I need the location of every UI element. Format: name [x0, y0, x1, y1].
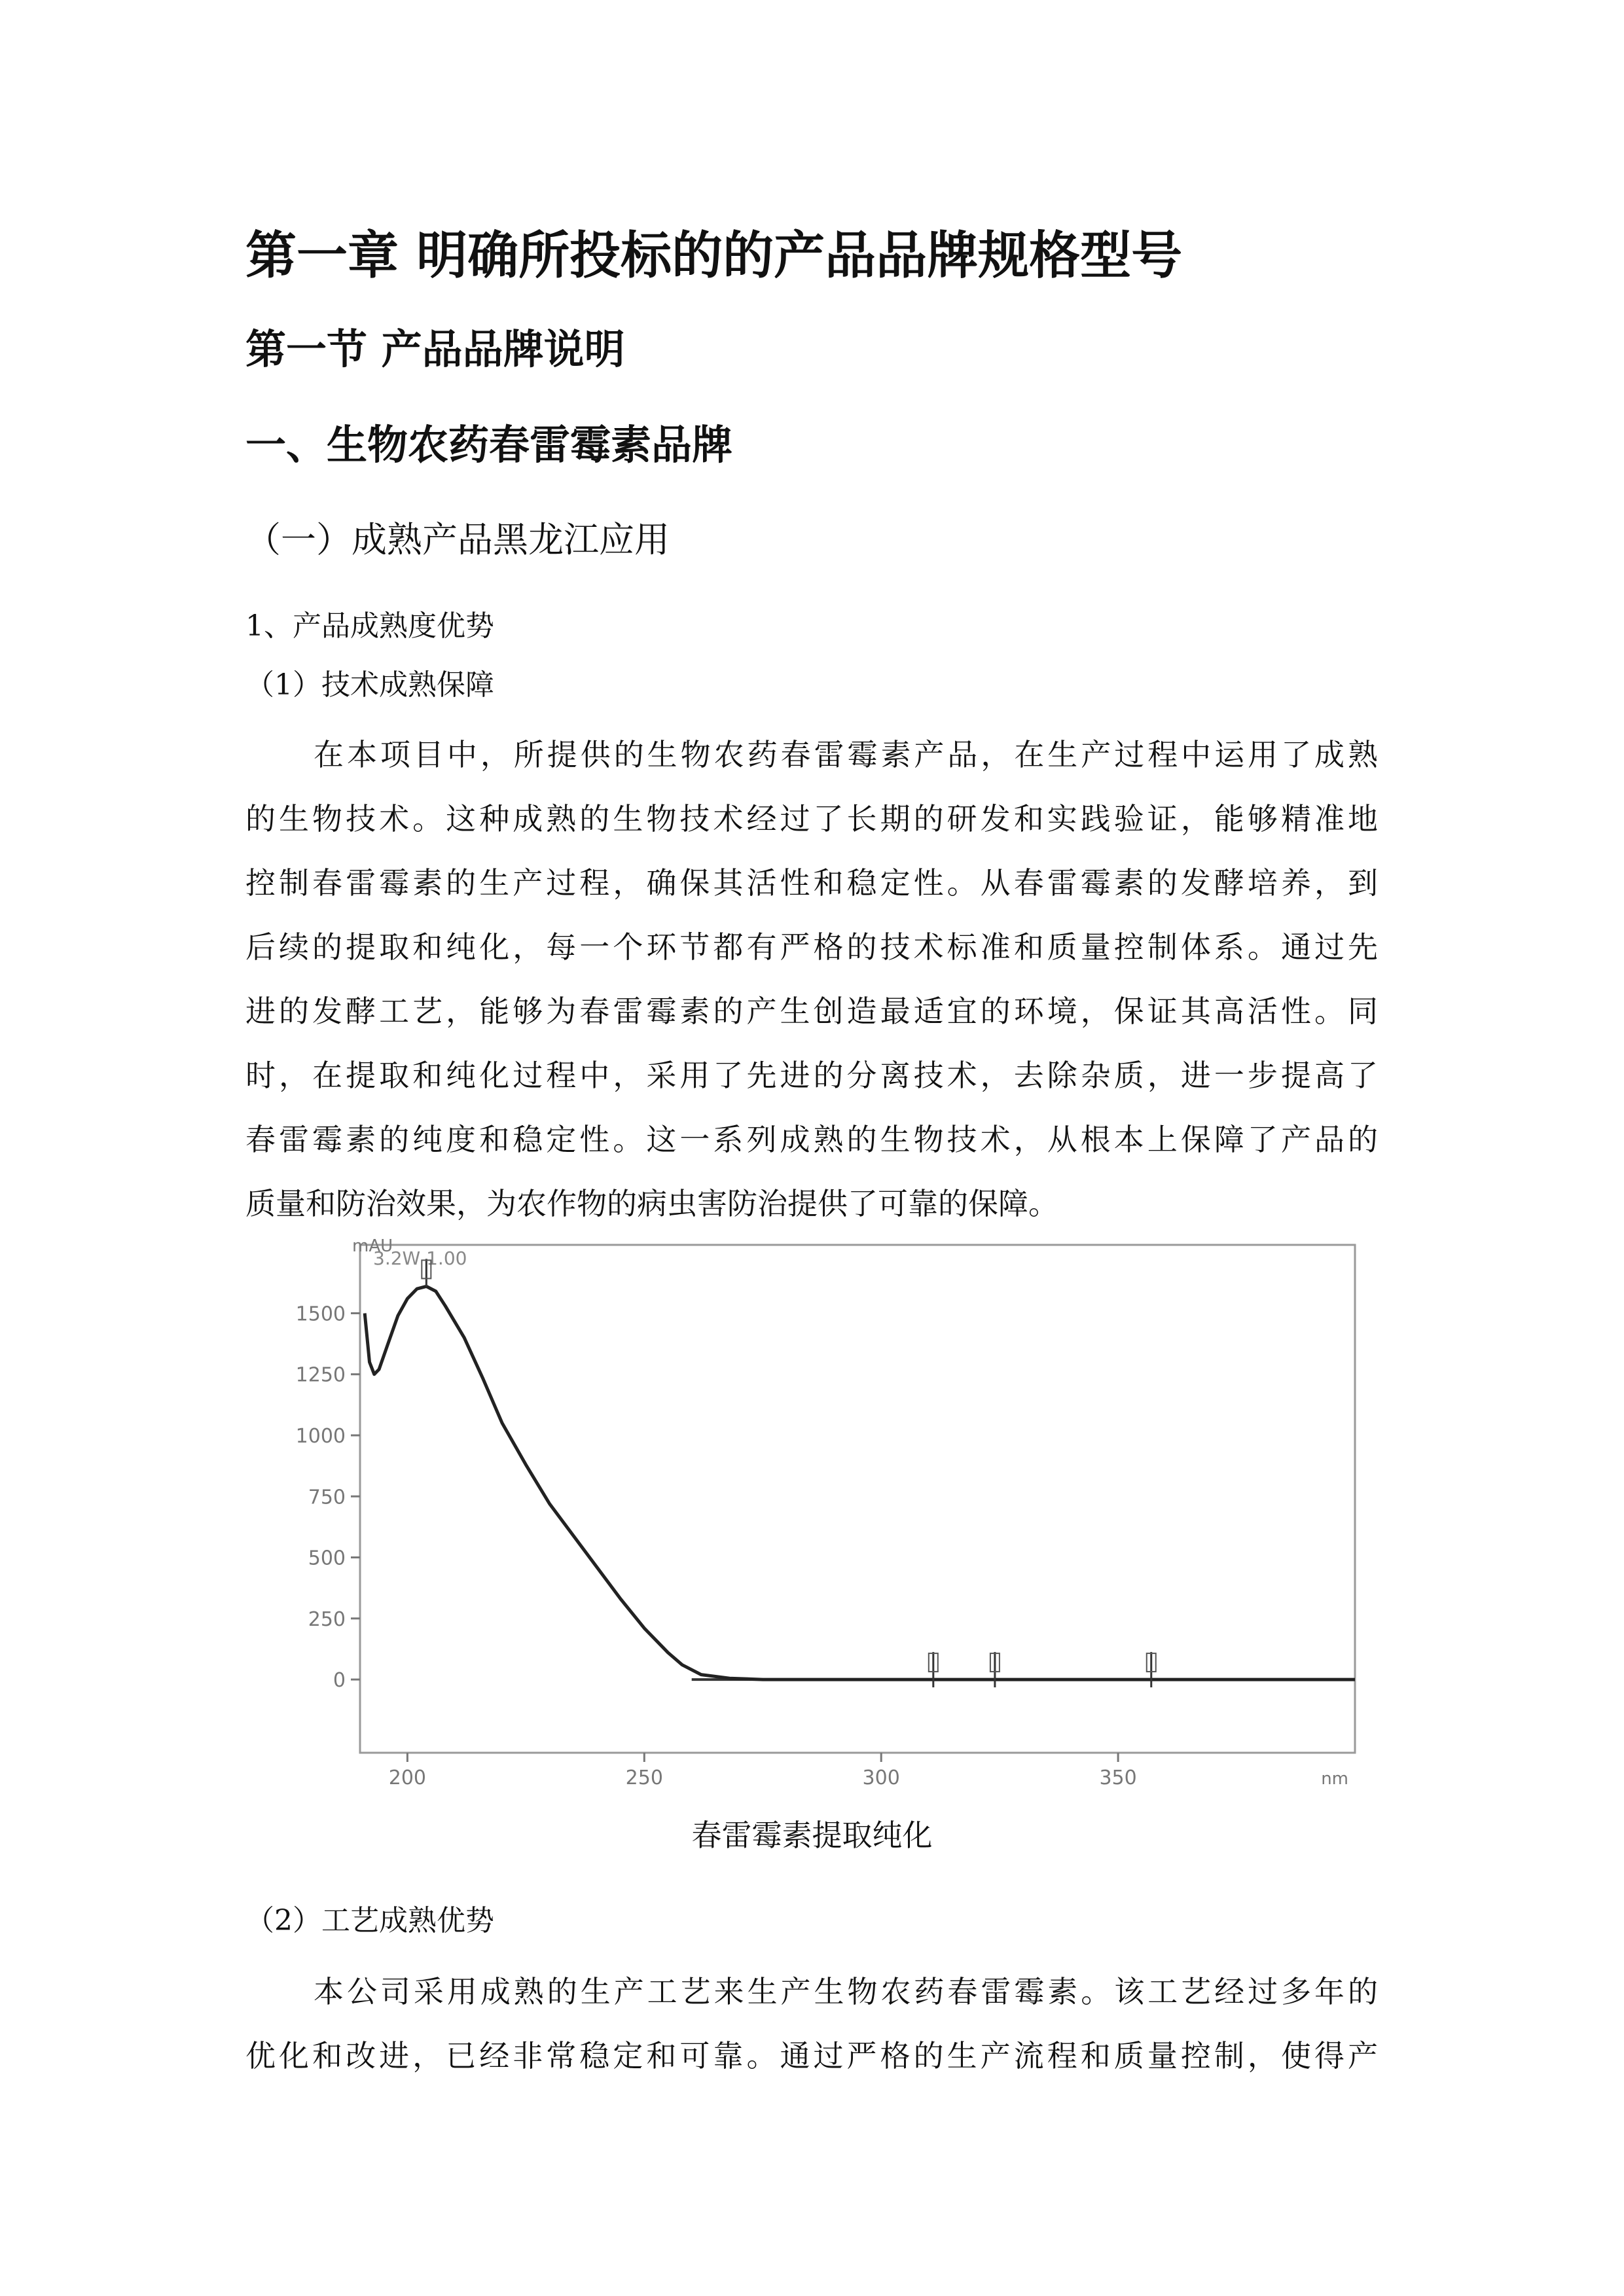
- paragraph-1-line: 控制春雷霉素的生产过程，确保其活性和稳定性。从春雷霉素的发酵培养，到: [245, 865, 1378, 901]
- plot-frame: [360, 1245, 1355, 1753]
- y-tick-label: 1250: [295, 1363, 346, 1387]
- x-tick-label: 350: [1099, 1767, 1137, 1789]
- uv-spectrum-chart: [255, 1230, 1368, 1806]
- paragraph-2-line: 优化和改进，已经非常稳定和可靠。通过严格的生产流程和质量控制，使得产: [245, 2038, 1378, 2073]
- x-tick-label: 250: [625, 1767, 663, 1789]
- paragraph-1-line: 后续的提取和纯化，每一个环节都有严格的技术标准和质量控制体系。通过先: [245, 929, 1378, 965]
- paragraph-1-line: 质量和防治效果，为农作物的病虫害防治提供了可靠的保障。: [245, 1186, 1058, 1221]
- paragraph-1-line: 的生物技术。这种成熟的生物技术经过了长期的研发和实践验证，能够精准地: [245, 801, 1378, 836]
- spectrum-line: [365, 1286, 1355, 1679]
- section-title: 第一节 产品品牌说明: [245, 325, 625, 373]
- figure-caption: 春雷霉素提取纯化: [691, 1818, 933, 1853]
- paragraph-1-line: 时，在提取和纯化过程中，采用了先进的分离技术，去除杂质，进一步提高了: [245, 1058, 1378, 1093]
- item-heading-1-2: （2）工艺成熟优势: [245, 1904, 494, 1937]
- paragraph-2: [245, 1960, 1378, 2088]
- paragraph-1-line: 春雷霉素的纯度和稳定性。这一系列成熟的生物技术，从根本上保障了产品的: [245, 1122, 1378, 1157]
- x-tick-label: 300: [862, 1767, 900, 1789]
- paragraph-1-line: 在本项目中，所提供的生物农药春雷霉素产品，在生产过程中运用了成熟: [314, 737, 1378, 772]
- y-tick-label: 0: [333, 1669, 346, 1693]
- y-tick-label: 750: [308, 1486, 346, 1509]
- y-tick-label: 250: [308, 1607, 346, 1631]
- y-tick-label: 1500: [295, 1302, 346, 1326]
- paragraph-2-line: 本公司采用成熟的生产工艺来生产生物农药春雷霉素。该工艺经过多年的: [314, 1974, 1378, 2009]
- paragraph-1-line: 进的发酵工艺，能够为春雷霉素的产生创造最适宜的环境，保证其高活性。同: [245, 994, 1378, 1029]
- sub-subsection-title: （一）成熟产品黑龙江应用: [245, 519, 670, 560]
- y-tick-label: 1000: [295, 1425, 346, 1448]
- y-axis-label: mAU: [352, 1236, 393, 1256]
- item-heading-1-1: （1）技术成熟保障: [245, 668, 494, 702]
- x-tick-label: 200: [388, 1767, 427, 1789]
- subsection-title: 一、生物农药春雷霉素品牌: [245, 421, 733, 469]
- x-axis-label: nm: [1321, 1769, 1348, 1789]
- inset-label: 3.2W 1.00: [373, 1247, 467, 1269]
- y-tick-label: 500: [308, 1547, 346, 1570]
- item-heading-1: 1、产品成熟度优势: [245, 609, 494, 643]
- chapter-title: 第一章 明确所投标的的产品品牌规格型号: [245, 226, 1183, 285]
- paragraph-1: [245, 723, 1378, 1236]
